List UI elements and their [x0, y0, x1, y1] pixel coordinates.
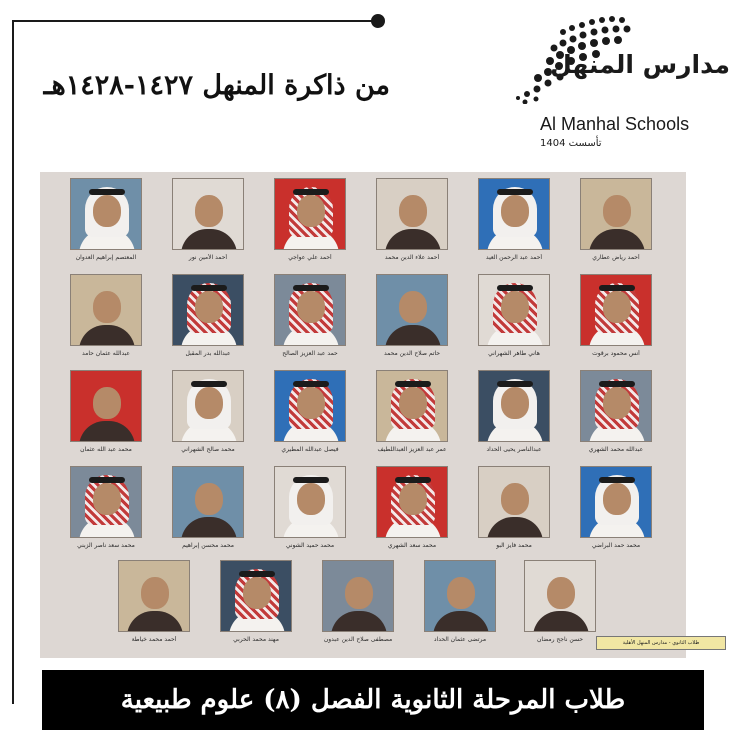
- memory-title: من ذاكرة المنهل ١٤٢٧-١٤٢٨هـ: [43, 70, 390, 101]
- portrait-face: [501, 483, 529, 515]
- portrait-face: [195, 483, 223, 515]
- student-photo: [424, 560, 496, 644]
- portrait-agal: [497, 381, 533, 387]
- portrait-agal: [599, 285, 635, 291]
- student-photo: [580, 274, 652, 358]
- portrait-face: [195, 195, 223, 227]
- student-photo: [220, 560, 292, 644]
- student-portrait: [70, 178, 142, 250]
- portrait-face: [93, 387, 121, 419]
- portrait-face: [195, 291, 223, 323]
- student-photo: [274, 274, 346, 358]
- student-photo: [274, 178, 346, 262]
- student-photo: [376, 370, 448, 454]
- portrait-agal: [293, 477, 329, 483]
- student-portrait: [376, 178, 448, 250]
- student-name: فيصل عبدالله المطيري: [281, 446, 339, 453]
- student-name: عبدالناصر يحيى الحداد: [486, 446, 542, 453]
- portrait-shoulders: [79, 325, 135, 346]
- student-photo: [478, 370, 550, 454]
- student-name: هاني طاهر الشهراني: [488, 350, 540, 357]
- student-name: حاتم صلاح الدين محمد: [383, 350, 441, 357]
- student-name: المعتصم إبراهيم العدوان: [75, 254, 137, 261]
- student-photo: [376, 178, 448, 262]
- student-portrait: [172, 466, 244, 538]
- student-portrait: [172, 370, 244, 442]
- portrait-face: [399, 387, 427, 419]
- student-portrait: [70, 466, 142, 538]
- portrait-face: [93, 195, 121, 227]
- student-photo: [70, 274, 142, 358]
- student-photo: [322, 560, 394, 644]
- portrait-shoulders: [487, 517, 543, 538]
- frame-dot: [371, 14, 385, 28]
- portrait-face: [399, 195, 427, 227]
- student-name: أحمد عبد الرحمن العيد: [485, 254, 543, 261]
- caption-bar: طلاب المرحلة الثانوية الفصل (٨) علوم طبيعية: [42, 670, 704, 730]
- student-name: عبدالله بدر المقبل: [185, 350, 231, 357]
- school-logo: [510, 14, 730, 150]
- portrait-face: [141, 577, 169, 609]
- portrait-shoulders: [589, 229, 645, 250]
- student-name: حمد عبد العزيز الصالح: [282, 350, 338, 357]
- student-portrait: [274, 178, 346, 250]
- student-portrait: [478, 274, 550, 346]
- student-name: محمد حميد الشوني: [285, 542, 335, 549]
- portrait-agal: [89, 477, 125, 483]
- logo-english-name: Al Manhal Schools: [540, 114, 690, 134]
- student-portrait: [70, 274, 142, 346]
- student-portrait: [220, 560, 292, 632]
- portrait-face: [345, 577, 373, 609]
- student-name: محمد عبد الله عثمان: [80, 446, 132, 453]
- student-photo: [274, 370, 346, 454]
- portrait-agal: [293, 285, 329, 291]
- portrait-face: [501, 387, 529, 419]
- student-photo: [70, 178, 142, 262]
- student-name: محمد حمد البراضي: [591, 542, 641, 549]
- student-portrait: [274, 466, 346, 538]
- portrait-shoulders: [385, 229, 441, 250]
- student-photo: [478, 274, 550, 358]
- student-photo: [172, 178, 244, 262]
- portrait-agal: [89, 189, 125, 195]
- student-portrait: [322, 560, 394, 632]
- student-photo: [580, 370, 652, 454]
- portrait-agal: [497, 189, 533, 195]
- portrait-agal: [395, 477, 431, 483]
- student-portrait: [274, 370, 346, 442]
- student-portrait: [376, 370, 448, 442]
- student-portrait: [118, 560, 190, 632]
- portrait-face: [501, 291, 529, 323]
- student-portrait: [478, 466, 550, 538]
- portrait-shoulders: [181, 517, 237, 538]
- student-portrait: [70, 370, 142, 442]
- student-name: محمد محسن إبراهيم: [182, 542, 234, 549]
- frame-line-top: [12, 20, 378, 22]
- student-photo: [580, 466, 652, 550]
- portrait-shoulders: [181, 229, 237, 250]
- portrait-agal: [599, 477, 635, 483]
- portrait-face: [297, 195, 325, 227]
- portrait-face: [93, 483, 121, 515]
- student-name: محمد فايز البو: [496, 542, 532, 549]
- portrait-face: [243, 577, 271, 609]
- logo-established: تأسست 1404: [540, 138, 602, 149]
- portrait-face: [501, 195, 529, 227]
- student-name: محمد سعد الشهري: [387, 542, 437, 549]
- student-portrait: [580, 274, 652, 346]
- student-portrait: [580, 370, 652, 442]
- student-name: أحمد علاء الدين محمد: [384, 254, 440, 261]
- student-photo: [70, 466, 142, 550]
- portrait-agal: [239, 571, 275, 577]
- student-photo: [172, 274, 244, 358]
- student-name: حسن ناجح رمضان: [536, 636, 584, 643]
- frame-line-left: [12, 20, 14, 704]
- student-name: مصطفى صلاح الدين عبدون: [323, 636, 393, 643]
- student-portrait: [376, 466, 448, 538]
- portrait-face: [603, 387, 631, 419]
- portrait-agal: [293, 381, 329, 387]
- student-photo: [478, 178, 550, 262]
- portrait-face: [195, 387, 223, 419]
- student-name: أحمد محمد خياطة: [131, 636, 177, 643]
- portrait-agal: [395, 381, 431, 387]
- student-portrait: [478, 178, 550, 250]
- student-name: عبدالله محمد الشهري: [588, 446, 644, 453]
- portrait-face: [399, 291, 427, 323]
- student-portrait: [274, 274, 346, 346]
- portrait-face: [93, 291, 121, 323]
- portrait-face: [297, 483, 325, 515]
- student-portrait: [580, 178, 652, 250]
- student-name: مرتضى عثمان الحداد: [433, 636, 487, 643]
- portrait-shoulders: [127, 611, 183, 632]
- portrait-shoulders: [79, 421, 135, 442]
- logo-arabic-name: مدارس المنهل: [550, 50, 730, 79]
- portrait-shoulders: [433, 611, 489, 632]
- portrait-shoulders: [533, 611, 589, 632]
- student-name: عمر عبد العزيز العبداللطيف: [377, 446, 447, 453]
- portrait-shoulders: [385, 325, 441, 346]
- portrait-face: [447, 577, 475, 609]
- student-photo: [478, 466, 550, 550]
- student-photo: [172, 466, 244, 550]
- student-photo: [70, 370, 142, 454]
- portrait-shoulders: [331, 611, 387, 632]
- photo-board: [40, 172, 700, 658]
- portrait-face: [603, 483, 631, 515]
- student-portrait: [524, 560, 596, 632]
- student-portrait: [478, 370, 550, 442]
- portrait-agal: [293, 189, 329, 195]
- student-name: أحمد رياض عطاري: [592, 254, 640, 261]
- student-name: مهند محمد الحربي: [233, 636, 279, 643]
- student-photo: [376, 466, 448, 550]
- student-photo: [580, 178, 652, 262]
- school-strip: طلاب الثانوي - مدارس المنهل الأهلية: [596, 636, 726, 650]
- student-portrait: [172, 178, 244, 250]
- portrait-face: [603, 195, 631, 227]
- portrait-face: [297, 387, 325, 419]
- portrait-face: [297, 291, 325, 323]
- student-name: أحمد الأمين نور: [188, 254, 228, 261]
- portrait-agal: [191, 381, 227, 387]
- student-photo: [118, 560, 190, 644]
- portrait-agal: [497, 285, 533, 291]
- student-name: محمد سعد ناصر الزبني: [77, 542, 135, 549]
- portrait-agal: [599, 381, 635, 387]
- student-photo: [172, 370, 244, 454]
- student-portrait: [580, 466, 652, 538]
- student-portrait: [172, 274, 244, 346]
- student-portrait: [376, 274, 448, 346]
- student-name: أنس محمود برقوت: [592, 350, 640, 357]
- student-name: أحمد علي عواجي: [288, 254, 332, 261]
- portrait-agal: [191, 285, 227, 291]
- student-name: عبدالله عثمان حامد: [81, 350, 131, 357]
- portrait-face: [603, 291, 631, 323]
- portrait-face: [399, 483, 427, 515]
- student-photo: [274, 466, 346, 550]
- student-name: محمد صالح الشهراني: [181, 446, 235, 453]
- student-photo: [376, 274, 448, 358]
- student-photo: [524, 560, 596, 644]
- portrait-face: [547, 577, 575, 609]
- student-portrait: [424, 560, 496, 632]
